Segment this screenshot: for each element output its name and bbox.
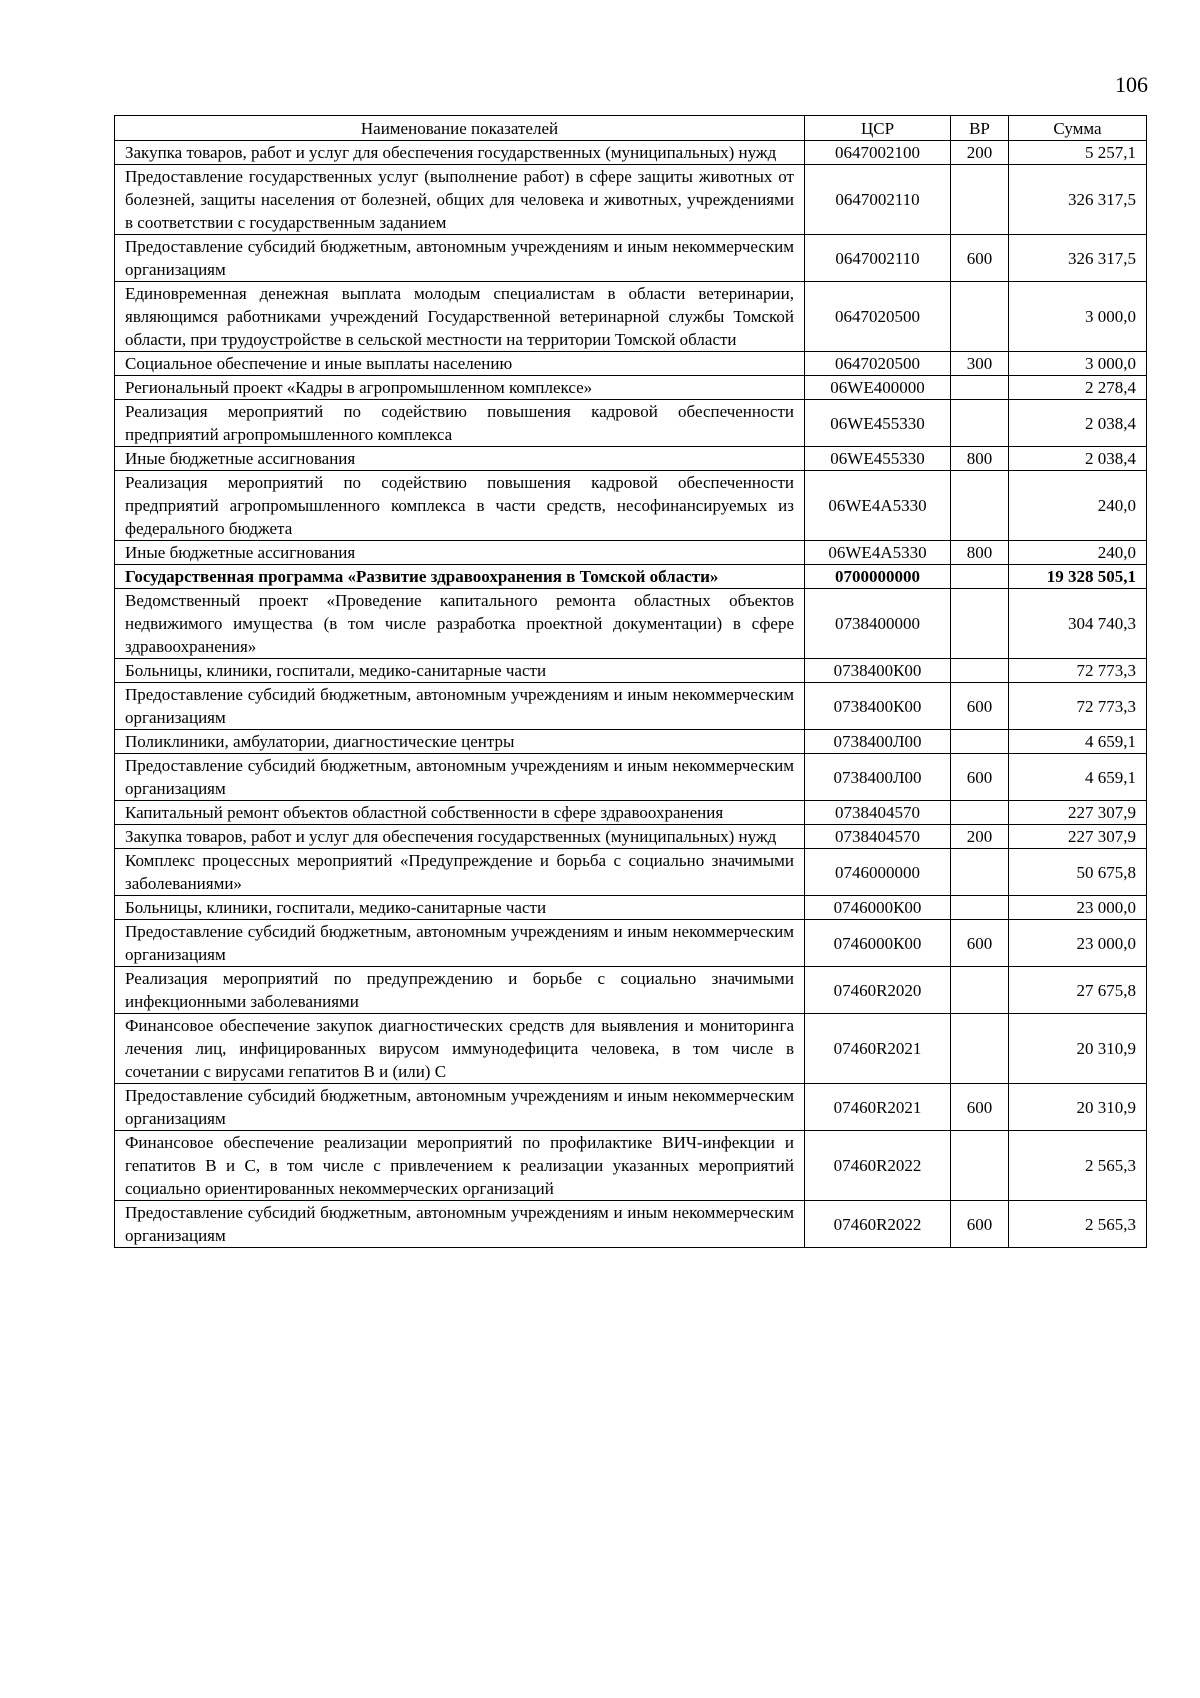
cell-name: Комплекс процессных мероприятий «Предупреждение и борьба с социально значимыми заболеваниями» xyxy=(115,849,805,896)
cell-vr xyxy=(951,376,1009,400)
table-row xyxy=(115,1084,1147,1131)
table-row xyxy=(115,920,1147,967)
cell-vr: 600 xyxy=(951,1201,1009,1248)
cell-name: Предоставление субсидий бюджетным, автономным учреждениям и иным некоммерческим организациям xyxy=(115,920,805,967)
table-row xyxy=(115,589,1147,659)
cell-sum: 72 773,3 xyxy=(1009,683,1147,730)
cell-vr xyxy=(951,896,1009,920)
cell-sum: 227 307,9 xyxy=(1009,825,1147,849)
cell-name: Финансовое обеспечение реализации мероприятий по профилактике ВИЧ-инфекции и гепатитов В и С, в том числе с привлечением к реализации указанных мероприятий социально ориентированных некоммерческих организаций xyxy=(115,1131,805,1201)
cell-sum: 27 675,8 xyxy=(1009,967,1147,1014)
cell-csr: 07460R2021 xyxy=(805,1014,951,1084)
cell-vr xyxy=(951,659,1009,683)
cell-vr xyxy=(951,967,1009,1014)
cell-name: Больницы, клиники, госпитали, медико-санитарные части xyxy=(115,896,805,920)
cell-name: Предоставление государственных услуг (выполнение работ) в сфере защиты животных от болезней, защиты населения от болезней, общих для человека и животных, учреждениями в соответствии с государственным заданием xyxy=(115,165,805,235)
cell-name: Реализация мероприятий по содействию повышения кадровой обеспеченности предприятий агропромышленного комплекса xyxy=(115,400,805,447)
table-row xyxy=(115,447,1147,471)
cell-csr: 06WE4A5330 xyxy=(805,471,951,541)
table-row xyxy=(115,754,1147,801)
cell-vr: 600 xyxy=(951,754,1009,801)
cell-csr: 07460R2022 xyxy=(805,1131,951,1201)
cell-sum: 4 659,1 xyxy=(1009,730,1147,754)
table-row xyxy=(115,235,1147,282)
cell-vr xyxy=(951,471,1009,541)
table-row xyxy=(115,849,1147,896)
cell-csr: 06WE4A5330 xyxy=(805,541,951,565)
cell-sum: 227 307,9 xyxy=(1009,801,1147,825)
cell-csr: 0738400Л00 xyxy=(805,730,951,754)
header-name: Наименование показателей xyxy=(115,116,805,141)
cell-vr xyxy=(951,400,1009,447)
table-row xyxy=(115,801,1147,825)
cell-sum: 304 740,3 xyxy=(1009,589,1147,659)
cell-csr: 0647002110 xyxy=(805,235,951,282)
table-header-row xyxy=(115,116,1147,141)
table-row xyxy=(115,967,1147,1014)
cell-name: Единовременная денежная выплата молодым специалистам в области ветеринарии, являющимся работниками учреждений Государственной ветеринарной службы Томской области, при трудоустройстве в сельской местности на территории Томской области xyxy=(115,282,805,352)
cell-name: Иные бюджетные ассигнования xyxy=(115,447,805,471)
table-row xyxy=(115,730,1147,754)
cell-csr: 0746000000 xyxy=(805,849,951,896)
cell-vr: 600 xyxy=(951,235,1009,282)
budget-table xyxy=(114,115,1147,1248)
cell-csr: 0746000К00 xyxy=(805,896,951,920)
cell-sum: 5 257,1 xyxy=(1009,141,1147,165)
cell-vr xyxy=(951,165,1009,235)
cell-vr: 600 xyxy=(951,920,1009,967)
cell-name: Закупка товаров, работ и услуг для обеспечения государственных (муниципальных) нужд xyxy=(115,825,805,849)
cell-sum: 19 328 505,1 xyxy=(1009,565,1147,589)
cell-sum: 2 038,4 xyxy=(1009,400,1147,447)
table-row xyxy=(115,659,1147,683)
page-number: 106 xyxy=(1115,72,1148,97)
cell-name: Реализация мероприятий по содействию повышения кадровой обеспеченности предприятий агропромышленного комплекса в части средств, несофинансируемых из федерального бюджета xyxy=(115,471,805,541)
cell-vr xyxy=(951,589,1009,659)
cell-name: Больницы, клиники, госпитали, медико-санитарные части xyxy=(115,659,805,683)
cell-name: Предоставление субсидий бюджетным, автономным учреждениям и иным некоммерческим организациям xyxy=(115,683,805,730)
cell-sum: 2 565,3 xyxy=(1009,1201,1147,1248)
table-row xyxy=(115,541,1147,565)
cell-sum: 240,0 xyxy=(1009,541,1147,565)
cell-name: Иные бюджетные ассигнования xyxy=(115,541,805,565)
cell-name: Предоставление субсидий бюджетным, автономным учреждениям и иным некоммерческим организациям xyxy=(115,1084,805,1131)
cell-csr: 0738404570 xyxy=(805,801,951,825)
cell-sum: 240,0 xyxy=(1009,471,1147,541)
cell-vr xyxy=(951,730,1009,754)
cell-sum: 72 773,3 xyxy=(1009,659,1147,683)
cell-csr: 0738400000 xyxy=(805,589,951,659)
cell-sum: 20 310,9 xyxy=(1009,1014,1147,1084)
cell-sum: 326 317,5 xyxy=(1009,165,1147,235)
cell-vr xyxy=(951,1014,1009,1084)
cell-vr xyxy=(951,1131,1009,1201)
cell-vr: 800 xyxy=(951,541,1009,565)
table-row xyxy=(115,471,1147,541)
cell-csr: 0738400К00 xyxy=(805,659,951,683)
cell-sum: 23 000,0 xyxy=(1009,896,1147,920)
table-row xyxy=(115,352,1147,376)
cell-csr: 07460R2020 xyxy=(805,967,951,1014)
cell-vr: 800 xyxy=(951,447,1009,471)
table-row xyxy=(115,141,1147,165)
cell-sum: 2 038,4 xyxy=(1009,447,1147,471)
cell-csr: 0738400К00 xyxy=(805,683,951,730)
table-row xyxy=(115,1131,1147,1201)
cell-sum: 4 659,1 xyxy=(1009,754,1147,801)
cell-sum: 326 317,5 xyxy=(1009,235,1147,282)
cell-name: Капитальный ремонт объектов областной собственности в сфере здравоохранения xyxy=(115,801,805,825)
cell-csr: 06WE400000 xyxy=(805,376,951,400)
cell-name: Финансовое обеспечение закупок диагностических средств для выявления и мониторинга лечения лиц, инфицированных вирусом иммунодефицита человека, в том числе в сочетании с вирусами гепатитов В и (или) С xyxy=(115,1014,805,1084)
cell-name: Государственная программа «Развитие здравоохранения в Томской области» xyxy=(115,565,805,589)
cell-sum: 50 675,8 xyxy=(1009,849,1147,896)
cell-csr: 0647020500 xyxy=(805,352,951,376)
header-sum: Сумма xyxy=(1009,116,1147,141)
cell-csr: 06WE455330 xyxy=(805,447,951,471)
table-row xyxy=(115,683,1147,730)
table-row xyxy=(115,825,1147,849)
cell-csr: 0647002110 xyxy=(805,165,951,235)
cell-sum: 2 278,4 xyxy=(1009,376,1147,400)
cell-sum: 2 565,3 xyxy=(1009,1131,1147,1201)
cell-csr: 07460R2021 xyxy=(805,1084,951,1131)
table-row xyxy=(115,400,1147,447)
cell-csr: 06WE455330 xyxy=(805,400,951,447)
header-vr: ВР xyxy=(951,116,1009,141)
cell-sum: 23 000,0 xyxy=(1009,920,1147,967)
cell-csr: 0738404570 xyxy=(805,825,951,849)
cell-vr: 200 xyxy=(951,141,1009,165)
cell-vr xyxy=(951,565,1009,589)
cell-csr: 0647020500 xyxy=(805,282,951,352)
cell-csr: 07460R2022 xyxy=(805,1201,951,1248)
cell-name: Ведомственный проект «Проведение капитального ремонта областных объектов недвижимого имущества (в том числе разработка проектной документации) в сфере здравоохранения» xyxy=(115,589,805,659)
cell-csr: 0700000000 xyxy=(805,565,951,589)
cell-csr: 0647002100 xyxy=(805,141,951,165)
table-row xyxy=(115,165,1147,235)
cell-name: Реализация мероприятий по предупреждению и борьбе с социально значимыми инфекционными заболеваниями xyxy=(115,967,805,1014)
cell-name: Предоставление субсидий бюджетным, автономным учреждениям и иным некоммерческим организациям xyxy=(115,1201,805,1248)
cell-vr xyxy=(951,282,1009,352)
cell-name: Социальное обеспечение и иные выплаты населению xyxy=(115,352,805,376)
cell-vr: 200 xyxy=(951,825,1009,849)
cell-vr xyxy=(951,801,1009,825)
cell-sum: 3 000,0 xyxy=(1009,282,1147,352)
cell-name: Региональный проект «Кадры в агропромышленном комплексе» xyxy=(115,376,805,400)
table-row xyxy=(115,1201,1147,1248)
cell-vr xyxy=(951,849,1009,896)
cell-csr: 0738400Л00 xyxy=(805,754,951,801)
cell-name: Поликлиники, амбулатории, диагностические центры xyxy=(115,730,805,754)
table-row xyxy=(115,565,1147,589)
cell-sum: 3 000,0 xyxy=(1009,352,1147,376)
table-row xyxy=(115,282,1147,352)
cell-csr: 0746000К00 xyxy=(805,920,951,967)
header-csr: ЦСР xyxy=(805,116,951,141)
cell-vr: 300 xyxy=(951,352,1009,376)
table-row xyxy=(115,1014,1147,1084)
cell-name: Предоставление субсидий бюджетным, автономным учреждениям и иным некоммерческим организациям xyxy=(115,754,805,801)
cell-sum: 20 310,9 xyxy=(1009,1084,1147,1131)
cell-name: Предоставление субсидий бюджетным, автономным учреждениям и иным некоммерческим организациям xyxy=(115,235,805,282)
table-row xyxy=(115,376,1147,400)
cell-name: Закупка товаров, работ и услуг для обеспечения государственных (муниципальных) нужд xyxy=(115,141,805,165)
table-body xyxy=(115,141,1147,1248)
cell-vr: 600 xyxy=(951,683,1009,730)
cell-vr: 600 xyxy=(951,1084,1009,1131)
table-row xyxy=(115,896,1147,920)
